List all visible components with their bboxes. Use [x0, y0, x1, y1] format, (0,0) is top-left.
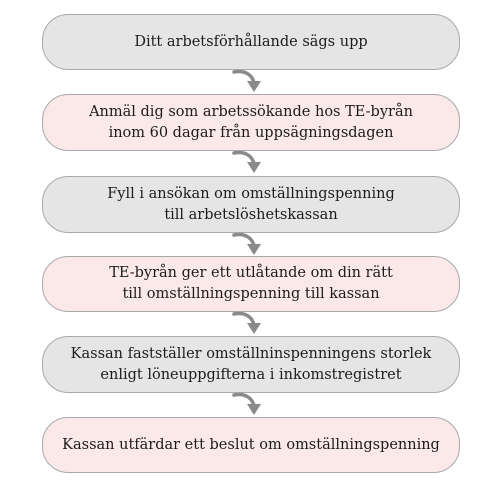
step-2-box: [42, 94, 460, 151]
curved-arrow-down-icon: [228, 389, 264, 419]
curved-arrow-down-icon: [228, 147, 264, 177]
step-5-box: [42, 336, 460, 393]
step-2-text: Anmäl dig som arbetssökande hos TE-byrån inom 60 dagar från uppsägningsdagen: [89, 103, 413, 141]
step-5-text: Kassan fastställer omställninspenningens storlek enligt löneuppgifterna i inkomstregistret: [70, 345, 432, 383]
step-3-box: [42, 176, 460, 233]
curved-arrow-down-icon: [228, 229, 264, 259]
step-6-text: Kassan utfärdar ett beslut om omställningspenning: [62, 436, 440, 453]
step-3-text: Fyll i ansökan om omställningspenning till arbetslöshetskassan: [107, 185, 395, 223]
step-1-box: [42, 14, 460, 70]
step-6-box: [42, 417, 460, 473]
step-1-text: Ditt arbetsförhållande sägs upp: [134, 33, 368, 50]
curved-arrow-down-icon: [228, 308, 264, 338]
step-4-text: TE-byrån ger ett utlåtande om din rätt till omställningspenning till kassan: [109, 265, 393, 302]
curved-arrow-down-icon: [228, 66, 264, 96]
step-4-box: [42, 256, 460, 312]
